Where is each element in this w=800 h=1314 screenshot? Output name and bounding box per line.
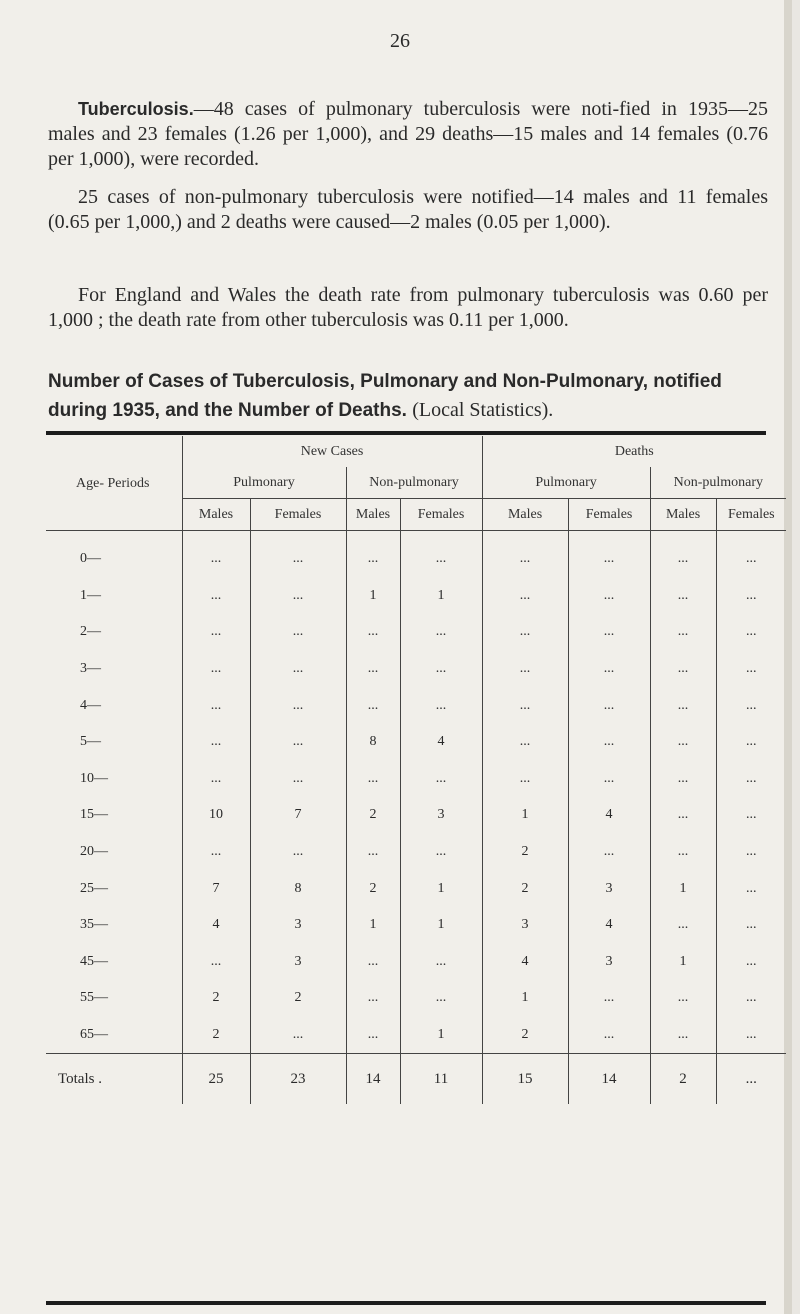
column-header: Males [346,499,400,531]
table-row [46,944,786,981]
table-cell: ... [568,761,650,798]
deaths-header: Deaths [482,436,786,467]
table-cell: ... [400,944,482,981]
paragraph-england-wales: For England and Wales the death rate from pulmonary tuberculosis was 0.60 per 1,000 ; the death rate from other tuberculosis was 0.11 per 1,000. [48,284,768,331]
age-period-cell: 1— [80,587,101,603]
age-period-cell: 3— [80,661,101,677]
paragraph-pulmonary-text: —48 cases of pulmonary tuberculosis were noti-fied in 1935—25 males and 23 females (1.26 per 1,000), and 29 deaths—15 males and 14 females (0.76 per 1,000), were recorded. [48,98,768,170]
table-cell: 7 [182,870,250,907]
table-cell: ... [482,687,568,724]
table-cell: ... [650,834,716,871]
age-periods-header: Age- Periods [76,475,150,491]
table-cell: ... [346,834,400,871]
column-header: Males [650,499,716,531]
table-top-rule [46,431,766,435]
table-cell: ... [346,614,400,651]
table-row [46,907,786,944]
totals-cell: 15 [482,1054,568,1105]
column-header: Females [400,499,482,531]
column-header: Females [568,499,650,531]
table-row [46,761,786,798]
table-cell: ... [650,1017,716,1054]
table-cell: ... [650,614,716,651]
column-header: Females [716,499,786,531]
table-cell: ... [346,1017,400,1054]
table-cell: ... [250,578,346,615]
table-cell: 3 [568,870,650,907]
table-cell: ... [568,578,650,615]
table-cell: 1 [346,578,400,615]
table-cell: 3 [250,907,346,944]
table-cell: 3 [400,797,482,834]
age-period-cell: 5— [80,734,101,750]
table-cell: ... [182,761,250,798]
table-cell: 1 [346,907,400,944]
table-body [46,531,786,1105]
totals-row [46,1054,786,1105]
table-cell: ... [346,531,400,578]
table-cell: ... [250,724,346,761]
new-cases-header: New Cases [182,436,482,467]
table-cell: ... [568,1017,650,1054]
table-cell: ... [716,531,786,578]
age-period-cell: 35— [80,917,108,933]
table-cell: 2 [182,1017,250,1054]
table-cell: ... [650,531,716,578]
age-period-cell: 15— [80,807,108,823]
table-cell: ... [182,614,250,651]
totals-cell: 25 [182,1054,250,1105]
table-cell: ... [346,687,400,724]
table-row [46,870,786,907]
age-period-cell: 10— [80,770,108,786]
table-cell: ... [568,651,650,688]
table-cell: ... [182,651,250,688]
table-row [46,980,786,1017]
table-cell: 4 [400,724,482,761]
totals-cell: 14 [346,1054,400,1105]
table-cell: ... [716,1017,786,1054]
table-cell: ... [400,614,482,651]
page-number: 26 [390,30,410,52]
table-cell: ... [250,687,346,724]
table-cell: ... [346,761,400,798]
table-cell: ... [182,834,250,871]
age-period-cell: 2— [80,624,101,640]
table-cell: ... [482,531,568,578]
table-cell: ... [716,797,786,834]
table-cell: 1 [400,1017,482,1054]
table-cell: 1 [482,797,568,834]
age-period-cell: 25— [80,880,108,896]
table-cell: ... [650,761,716,798]
table-cell: ... [716,724,786,761]
table-caption-note: (Local Statistics). [412,399,554,421]
table-cell: ... [482,614,568,651]
table-cell: ... [650,797,716,834]
age-period-cell: 45— [80,953,108,969]
age-period-cell: 20— [80,844,108,860]
table-cell: ... [716,944,786,981]
table-cell: ... [400,980,482,1017]
table-cell: ... [716,687,786,724]
table-cell: ... [250,531,346,578]
paragraph-non-pulmonary: 25 cases of non-pulmonary tuberculosis were notified—14 males and 11 females (0.65 per 1,000,) and 2 deaths were caused—2 males (0.05 per 1,000). [48,186,768,233]
table-row [46,531,786,578]
table-cell: 3 [250,944,346,981]
table-cell: ... [182,578,250,615]
table-cell: ... [400,531,482,578]
table-row [46,724,786,761]
table-cell: 2 [250,980,346,1017]
table-caption-title: Number of Cases of Tuberculosis, Pulmonary and Non-Pulmonary, notified during 1935, and the Number of Deaths. [48,371,722,421]
table-cell: ... [568,724,650,761]
paragraph-pulmonary [48,97,768,172]
table-row [46,797,786,834]
table-bottom-rule [46,1301,766,1305]
table-cell: ... [716,870,786,907]
age-period-cell: 4— [80,697,101,713]
column-header: Males [482,499,568,531]
paragraph-heading: Tuberculosis. [78,99,194,119]
table-cell: 1 [482,980,568,1017]
table-row [46,834,786,871]
table-row [46,1017,786,1054]
totals-cell: ... [716,1054,786,1105]
table-cell: ... [716,614,786,651]
table-cell: 1 [650,944,716,981]
table-cell: ... [400,651,482,688]
table-cell: 1 [400,870,482,907]
table-cell: ... [250,614,346,651]
table-cell: ... [182,531,250,578]
table-cell: ... [482,651,568,688]
tuberculosis-table [46,436,786,1104]
totals-cell: 14 [568,1054,650,1105]
table-cell: 10 [182,797,250,834]
table-cell: ... [650,651,716,688]
table-row [46,687,786,724]
table-cell: 2 [482,870,568,907]
totals-cell: 2 [650,1054,716,1105]
table-cell: 3 [568,944,650,981]
table-cell: ... [182,724,250,761]
age-period-cell: 65— [80,1027,108,1043]
table-cell: ... [568,980,650,1017]
table-cell: 8 [346,724,400,761]
table-cell: ... [568,614,650,651]
table-cell: ... [568,687,650,724]
table-cell: 1 [650,870,716,907]
table-cell: ... [716,578,786,615]
table-cell: ... [182,944,250,981]
table-cell: 2 [482,1017,568,1054]
age-period-cell: 0— [80,551,101,567]
table-cell: ... [182,687,250,724]
table-cell: ... [400,834,482,871]
totals-label: Totals . [46,1054,182,1105]
table-cell: ... [250,651,346,688]
table-cell: ... [650,907,716,944]
age-period-cell: 55— [80,990,108,1006]
table-cell: 4 [568,907,650,944]
table-cell: ... [650,578,716,615]
new-non-pulmonary-header: Non-pulmonary [346,467,482,499]
table-cell: ... [716,651,786,688]
new-pulmonary-header: Pulmonary [182,467,346,499]
table-cell: ... [716,907,786,944]
table-cell: 2 [482,834,568,871]
table-cell: ... [650,724,716,761]
table-cell: ... [568,531,650,578]
table-cell: 7 [250,797,346,834]
table-row [46,614,786,651]
totals-cell: 23 [250,1054,346,1105]
table-cell: ... [650,687,716,724]
table-cell: ... [716,834,786,871]
table-cell: ... [650,980,716,1017]
deaths-non-pulmonary-header: Non-pulmonary [650,467,786,499]
table-row [46,578,786,615]
table-cell: 2 [346,870,400,907]
table-cell: 3 [482,907,568,944]
table-cell: ... [400,687,482,724]
deaths-pulmonary-header: Pulmonary [482,467,650,499]
table-cell: ... [568,834,650,871]
table-cell: ... [716,761,786,798]
table-cell: 1 [400,578,482,615]
table-cell: 4 [182,907,250,944]
table-caption [48,367,780,425]
table-cell: ... [400,761,482,798]
column-header: Males [182,499,250,531]
table-cell: ... [346,980,400,1017]
table-cell: ... [346,651,400,688]
table-cell: 4 [482,944,568,981]
table-cell: 2 [182,980,250,1017]
table-cell: ... [250,834,346,871]
totals-cell: 11 [400,1054,482,1105]
table-cell: 8 [250,870,346,907]
table-cell: ... [250,761,346,798]
table-cell: 2 [346,797,400,834]
table-cell: 4 [568,797,650,834]
table-cell: ... [250,1017,346,1054]
table-cell: ... [346,944,400,981]
table-cell: ... [482,578,568,615]
table-row [46,651,786,688]
table-cell: ... [716,980,786,1017]
table-cell: ... [482,761,568,798]
table-cell: 1 [400,907,482,944]
column-header: Females [250,499,346,531]
table-cell: ... [482,724,568,761]
